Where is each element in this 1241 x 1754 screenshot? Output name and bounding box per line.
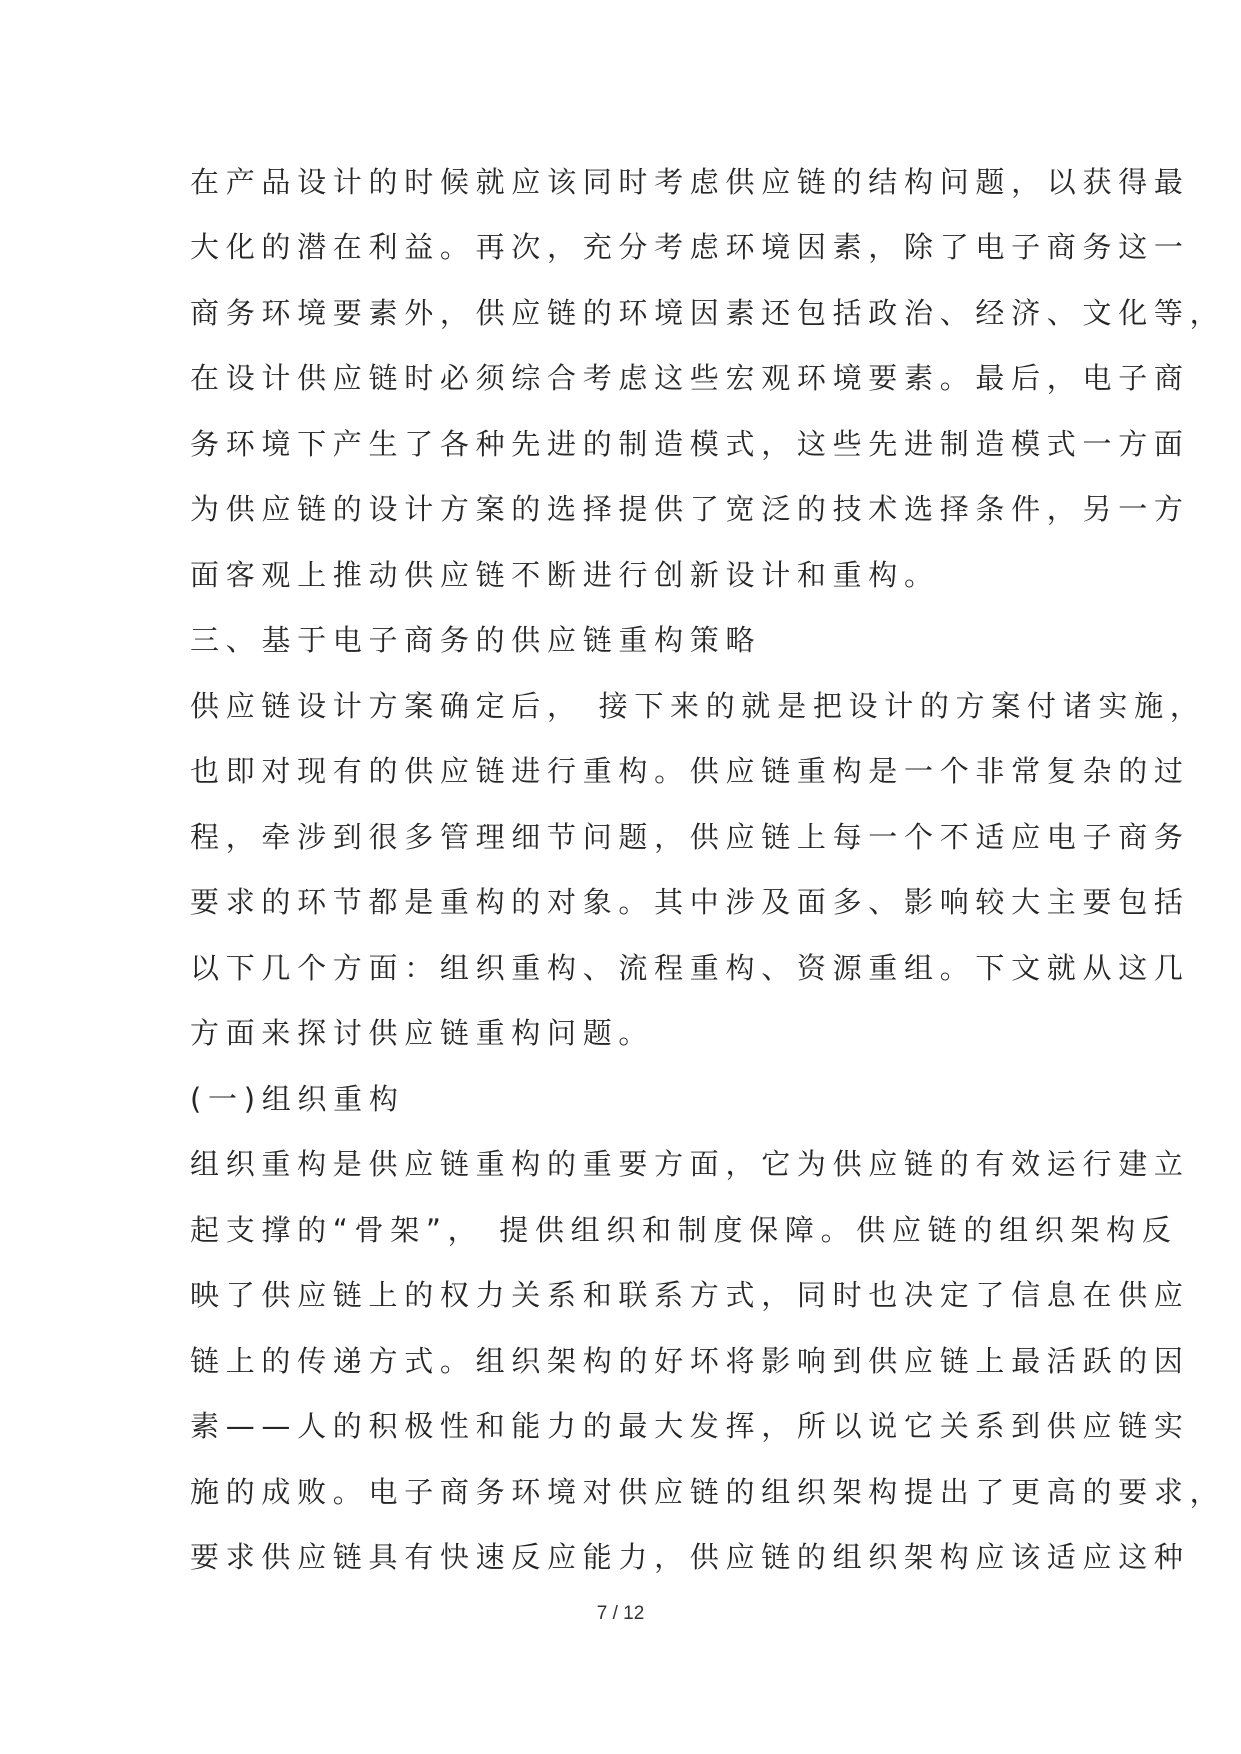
page-number: 7 / 12 — [596, 1603, 645, 1624]
body-text-line: 商务环境要素外，供应链的环境因素还包括政治、经济、文化等， — [190, 296, 1226, 330]
body-text-line: 链上的传递方式。组织架构的好坏将影响到供应链上最活跃的因 — [190, 1344, 1190, 1378]
subsection-heading: (一)组织重构 — [190, 1082, 405, 1116]
body-text-line: 要求供应链具有快速反应能力，供应链的组织架构应该适应这种 — [190, 1540, 1190, 1574]
body-text-line: 大化的潜在利益。再次，充分考虑环境因素，除了电子商务这一 — [190, 230, 1190, 264]
body-text-line: 要求的环节都是重构的对象。其中涉及面多、影响较大主要包括 — [190, 885, 1190, 919]
section-heading: 三、基于电子商务的供应链重构策略 — [190, 623, 762, 657]
body-text-line: 以下几个方面：组织重构、流程重构、资源重组。下文就从这几 — [190, 951, 1190, 985]
body-text-line: 方面来探讨供应链重构问题。 — [190, 1016, 655, 1050]
body-text-line: 供应链设计方案确定后， 接下来的就是把设计的方案付诸实施， — [190, 689, 1206, 723]
body-text-line: 组织重构是供应链重构的重要方面，它为供应链的有效运行建立 — [190, 1147, 1190, 1181]
body-text-line: 程，牵涉到很多管理细节问题，供应链上每一个不适应电子商务 — [190, 820, 1190, 854]
body-text-line: 映了供应链上的权力关系和联系方式，同时也决定了信息在供应 — [190, 1278, 1190, 1312]
body-text-line: 施的成败。电子商务环境对供应链的组织架构提出了更高的要求， — [190, 1475, 1226, 1509]
body-text-line: 起支撑的“骨架”， 提供组织和制度保障。供应链的组织架构反 — [190, 1213, 1178, 1247]
body-text-line: 在产品设计的时候就应该同时考虑供应链的结构问题，以获得最 — [190, 165, 1190, 199]
body-text-line: 面客观上推动供应链不断进行创新设计和重构。 — [190, 558, 940, 592]
body-text-line: 在设计供应链时必须综合考虑这些宏观环境要素。最后，电子商 — [190, 361, 1190, 395]
body-text-line: 务环境下产生了各种先进的制造模式，这些先进制造模式一方面 — [190, 427, 1190, 461]
body-text-line: 为供应链的设计方案的选择提供了宽泛的技术选择条件，另一方 — [190, 492, 1190, 526]
body-text-line: 素——人的积极性和能力的最大发挥，所以说它关系到供应链实 — [190, 1409, 1190, 1443]
body-text-line: 也即对现有的供应链进行重构。供应链重构是一个非常复杂的过 — [190, 754, 1190, 788]
